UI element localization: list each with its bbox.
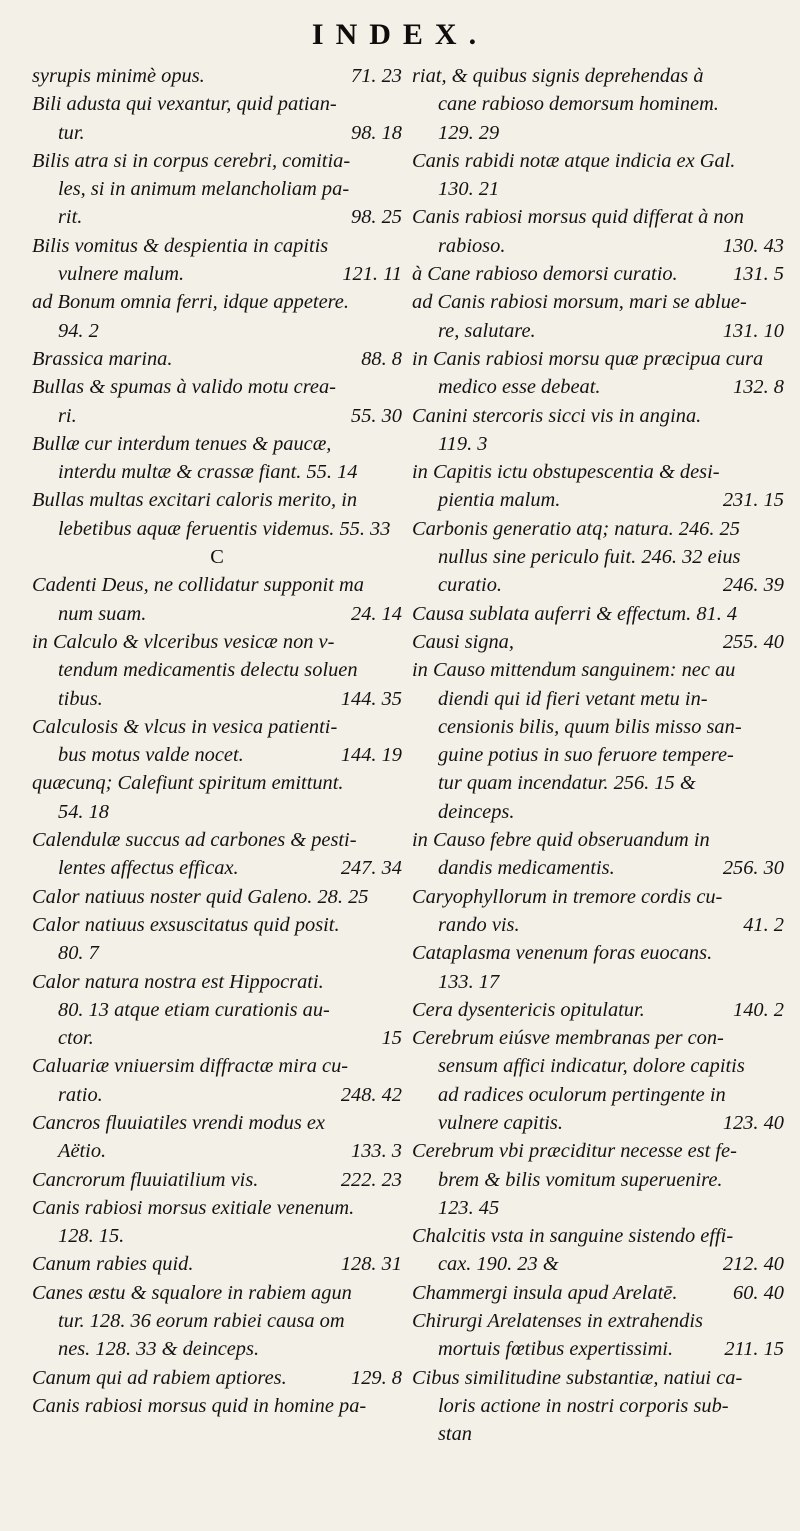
page-reference: 60. 40 (733, 1281, 784, 1304)
index-entry (32, 713, 402, 770)
page-reference: 231. 15 (722, 489, 784, 512)
section-letter: C (210, 546, 224, 569)
index-entry (412, 1137, 784, 1222)
page-reference: 246. 39 (722, 574, 784, 597)
page-reference: 144. 19 (340, 744, 402, 767)
index-entry-line: Chirurgi Arelatenses in extrahendis (412, 1310, 703, 1333)
index-entry-line: ad Bonum omnia ferri, idque appetere. (32, 291, 349, 314)
index-entry-line: 140. 2 Cera dysentericis opitulatur. (412, 996, 784, 1024)
index-entry (412, 883, 784, 940)
index-entry-line: lebetibus aquæ feruentis videmus. 55. 33 (58, 517, 391, 540)
page-reference: 133. 3 (351, 1140, 402, 1163)
index-entry (32, 486, 402, 543)
index-entry-line: 248. 42 ratio. (32, 1081, 402, 1109)
index-entry (32, 769, 402, 826)
index-entry (32, 571, 402, 628)
index-entry-line: Bilis atra si in corpus cerebri, comitia- (32, 149, 351, 172)
index-entry-line: in Causo febre quid obseruandum in (412, 829, 710, 852)
page-reference: 128. 31 (340, 1253, 402, 1276)
index-entry (412, 458, 784, 515)
index-entry-line: Causa sublata auferri & effectum. 81. 4 (412, 602, 738, 625)
page-reference: 98. 18 (351, 121, 402, 144)
index-entry-line: tur quam incendatur. 256. 15 & (438, 772, 696, 795)
index-entry-line: 211. 15 mortuis fœtibus expertissimi. (412, 1335, 784, 1363)
index-entry-line: interdu multæ & crassæ fiant. 55. 14 (58, 461, 358, 484)
index-entry-line: Canis rabiosi morsus quid in homine pa- (32, 1394, 367, 1417)
index-entry (412, 147, 784, 204)
index-entry-line: Bilis vomitus & despientia in capitis (32, 234, 329, 257)
page-reference: 41. 2 (743, 913, 784, 936)
page-reference: 88. 8 (361, 347, 402, 370)
index-entry-line: 88. 8 Brassica marina. (32, 345, 402, 373)
index-entry-line: 41. 2 rando vis. (412, 911, 784, 939)
index-entry (32, 1109, 402, 1166)
index-entry (32, 1279, 402, 1364)
page-reference: 132. 8 (733, 376, 784, 399)
index-entry (32, 1250, 402, 1278)
page-reference: 140. 2 (733, 998, 784, 1021)
index-column-left (32, 62, 402, 1420)
page-reference: 71. 23 (351, 65, 402, 87)
index-entry-line: 256. 30 dandis medicamentis. (412, 854, 784, 882)
index-entry-line: stan (438, 1423, 472, 1446)
index-entry-line: les, si in animum melancholiam pa- (58, 178, 350, 201)
index-entry (32, 232, 402, 289)
index-entry-line: Cerebrum eiúsve membranas per con- (412, 1027, 724, 1050)
index-entry-line: 119. 3 (438, 432, 488, 455)
page-reference: 144. 35 (340, 687, 402, 710)
index-entry (412, 288, 784, 345)
index-entry (412, 62, 784, 147)
index-entry-line: Canis rabiosi morsus quid differat à non (412, 206, 744, 229)
index-entry-line: Calor natura nostra est Hippocrati. (32, 970, 324, 993)
index-entry (412, 1024, 784, 1137)
index-entry (32, 628, 402, 713)
index-entry-line: Calendulæ succus ad carbones & pesti- (32, 829, 357, 852)
index-entry-line: 15 ctor. (32, 1024, 402, 1052)
index-entry-line: 132. 8 medico esse debeat. (412, 373, 784, 401)
page-reference: 247. 34 (340, 857, 402, 880)
index-entry-line: ad radices oculorum pertingente in (438, 1083, 726, 1106)
index-entry-line: Bullas & spumas à valido motu crea- (32, 376, 336, 399)
page-reference: 98. 25 (351, 206, 402, 229)
page-reference: 256. 30 (722, 857, 784, 880)
index-entry-line: 60. 40 Chammergi insula apud Arelatē. (412, 1279, 784, 1307)
page-reference: 131. 10 (722, 319, 784, 342)
index-entry-line: riat, & quibus signis deprehendas à (412, 65, 704, 87)
index-entry-line: 133. 3 Aëtio. (32, 1137, 402, 1165)
index-entry-line: nes. 128. 33 & deinceps. (58, 1338, 260, 1361)
index-entry (32, 62, 402, 90)
index-entry (32, 430, 402, 487)
index-entry-line: guine potius in suo feruore tempere- (438, 744, 734, 767)
index-entry (412, 345, 784, 402)
page-reference: 24. 14 (351, 602, 402, 625)
index-entry-line: 131. 5 à Cane rabioso demorsi curatio. (412, 260, 784, 288)
index-entry (32, 911, 402, 968)
page-reference: 15 (381, 1027, 402, 1050)
page-reference: 130. 43 (722, 234, 784, 257)
index-entry-line: 123. 40 vulnere capitis. (412, 1109, 784, 1137)
index-entry (412, 996, 784, 1024)
index-entry-line: 98. 25 rit. (32, 203, 402, 231)
index-entry-line: 123. 45 (438, 1196, 500, 1219)
index-entry (412, 600, 784, 628)
index-entry (32, 1392, 402, 1420)
page-reference: 212. 40 (722, 1253, 784, 1276)
page-reference: 131. 5 (733, 263, 784, 286)
index-entry-line: 94. 2 (58, 319, 99, 342)
index-entry (412, 628, 784, 656)
index-entry-line: tur. 128. 36 eorum rabiei causa om (58, 1310, 345, 1333)
index-entry-line: in Calculo & vlceribus vesicæ non v- (32, 630, 335, 653)
index-entry-line: Canes æstu & squalore in rabiem agun (32, 1281, 352, 1304)
index-entry-line: 212. 40 cax. 190. 23 & (412, 1250, 784, 1278)
page-reference: 129. 8 (351, 1366, 402, 1389)
index-entry-line: Canis rabidi notæ atque indicia ex Gal. (412, 149, 736, 172)
index-entry-line: 144. 35 tibus. (32, 685, 402, 713)
index-entry-line: Cataplasma venenum foras euocans. (412, 942, 713, 965)
index-entry-line: 131. 10 re, salutare. (412, 317, 784, 345)
index-entry-line: 246. 39 curatio. (412, 571, 784, 599)
index-entry-line: nullus sine periculo fuit. 246. 32 eius (438, 546, 741, 569)
index-entry (32, 147, 402, 232)
index-entry-line: 71. 23 syrupis minimè opus. (32, 62, 402, 90)
index-entry-line: 129. 29 (438, 121, 500, 144)
index-entry-line: 80. 13 atque etiam curationis au- (58, 998, 330, 1021)
index-entry-line: cane rabioso demorsum hominem. (438, 93, 719, 116)
index-entry (412, 402, 784, 459)
index-entry-line: Bullæ cur interdum tenues & paucæ, (32, 432, 332, 455)
index-entry (412, 1279, 784, 1307)
index-entry-line: 24. 14 num suam. (32, 600, 402, 628)
index-entry-line: 80. 7 (58, 942, 99, 965)
index-entry-line: in Canis rabiosi morsu quæ præcipua cura (412, 347, 764, 370)
index-column-right (412, 62, 784, 1449)
index-entry-line: in Capitis ictu obstupescentia & desi- (412, 461, 720, 484)
index-entry-line: 231. 15 pientia malum. (412, 486, 784, 514)
index-entry (412, 260, 784, 288)
index-entry-line: 98. 18 tur. (32, 119, 402, 147)
index-entry-line: censionis bilis, quum bilis misso san- (438, 715, 742, 738)
index-entry-line: quæcunq; Calefiunt spiritum emittunt. (32, 772, 344, 795)
index-entry-line: diendi qui id fieri vetant metu in- (438, 687, 708, 710)
index-entry (32, 288, 402, 345)
index-entry (412, 1307, 784, 1364)
index-entry-line: loris actione in nostri corporis sub- (438, 1394, 729, 1417)
index-entry (32, 826, 402, 883)
index-entry-line: Caluariæ vniuersim diffractæ mira cu- (32, 1055, 349, 1078)
index-entry-line: 128. 31 Canum rabies quid. (32, 1250, 402, 1278)
index-entry-line: Cadenti Deus, ne collidatur supponit ma (32, 574, 364, 597)
index-entry-line: Carbonis generatio atq; natura. 246. 25 (412, 517, 740, 540)
index-entry (412, 515, 784, 600)
index-entry (32, 345, 402, 373)
index-entry-line: 121. 11 vulnere malum. (32, 260, 402, 288)
index-entry-line: 130. 21 (438, 178, 500, 201)
page-reference: 55. 30 (351, 404, 402, 427)
index-entry-line: Bili adusta qui vexantur, quid patian- (32, 93, 337, 116)
index-entry-line: 255. 40 Causi signa, (412, 628, 784, 656)
index-entry-line: 247. 34 lentes affectus efficax. (32, 854, 402, 882)
index-entry-line: Canini stercoris sicci vis in angina. (412, 404, 702, 427)
index-entry (412, 203, 784, 260)
page-reference: 222. 23 (340, 1168, 402, 1191)
index-entry-line: brem & bilis vomitum superuenire. (438, 1168, 723, 1191)
index-entry (412, 1222, 784, 1279)
index-entry (32, 1364, 402, 1392)
index-entry (32, 968, 402, 1053)
page-reference: 255. 40 (722, 630, 784, 653)
index-entry-line: Calculosis & vlcus in vesica patienti- (32, 715, 338, 738)
page-reference: 121. 11 (342, 263, 402, 286)
index-entry (412, 1364, 784, 1449)
page-reference: 123. 40 (722, 1111, 784, 1134)
index-entry-line: Cancros fluuiatiles vrendi modus ex (32, 1111, 325, 1134)
index-entry-line: deinceps. (438, 800, 515, 823)
index-entry-line: Calor natiuus noster quid Galeno. 28. 25 (32, 885, 369, 908)
index-entry-line: 133. 17 (438, 970, 500, 993)
index-entry-line: 222. 23 Cancrorum fluuiatilium vis. (32, 1166, 402, 1194)
index-entry-line: 130. 43 rabioso. (412, 232, 784, 260)
index-entry-line: tendum medicamentis delectu soluen (58, 659, 358, 682)
index-entry (412, 826, 784, 883)
index-entry-line: Bullas multas excitari caloris merito, in (32, 489, 358, 512)
page-reference: 248. 42 (340, 1083, 402, 1106)
index-entry-line: 54. 18 (58, 800, 109, 823)
index-entry (32, 883, 402, 911)
index-entry (412, 656, 784, 826)
index-entry-line: in Causo mittendum sanguinem: nec au (412, 659, 736, 682)
page-reference: 211. 15 (724, 1338, 784, 1361)
index-entry (32, 1052, 402, 1109)
index-entry-line: ad Canis rabiosi morsum, mari se ablue- (412, 291, 747, 314)
index-entry-line: 144. 19 bus motus valde nocet. (32, 741, 402, 769)
index-entry (32, 373, 402, 430)
index-entry (32, 1194, 402, 1251)
index-entry (32, 1166, 402, 1194)
index-entry-line: 129. 8 Canum qui ad rabiem aptiores. (32, 1364, 402, 1392)
index-entry (32, 90, 402, 147)
index-entry-line: Calor natiuus exsuscitatus quid posit. (32, 913, 340, 936)
index-entry-line: 128. 15. (58, 1225, 125, 1248)
index-entry-line: Canis rabiosi morsus exitiale venenum. (32, 1196, 355, 1219)
running-head: INDEX. (311, 18, 489, 51)
index-entry-line: Chalcitis vsta in sanguine sistendo effi- (412, 1225, 734, 1248)
index-entry (412, 939, 784, 996)
index-entry-line: Caryophyllorum in tremore cordis cu- (412, 885, 723, 908)
index-entry-line: sensum affici indicatur, dolore capitis (438, 1055, 745, 1078)
index-entry-line: Cerebrum vbi præciditur necesse est fe- (412, 1140, 737, 1163)
index-entry-line: Cibus similitudine substantiæ, natiui ca- (412, 1366, 743, 1389)
index-entry-line: 55. 30 ri. (32, 402, 402, 430)
